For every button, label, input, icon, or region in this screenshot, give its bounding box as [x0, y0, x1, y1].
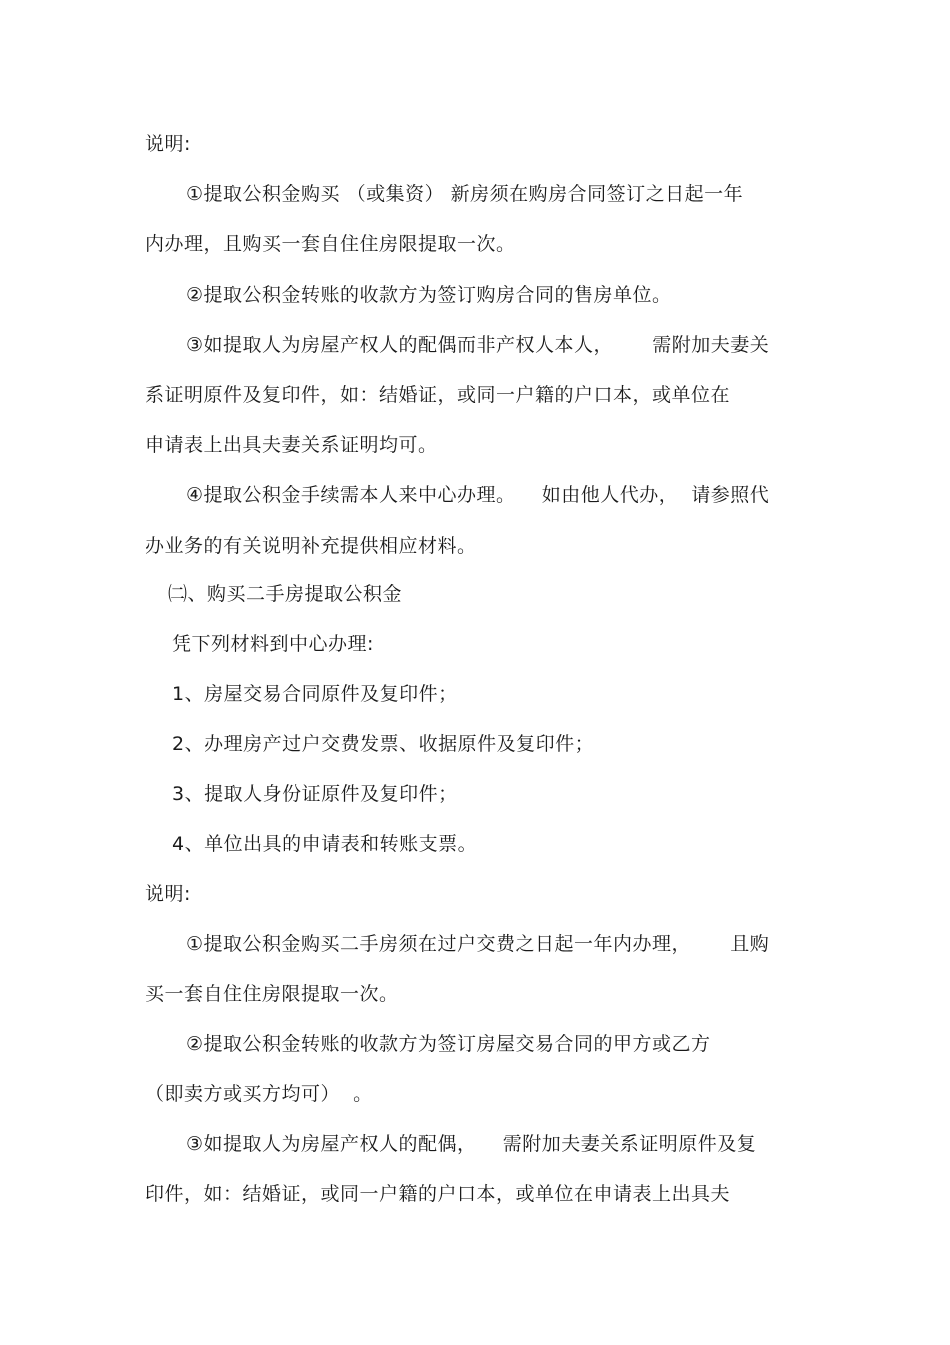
- note2-item-1-line-1: ①提取公积金购买二手房须在过户交费之日起一年内办理， 且购: [186, 933, 770, 955]
- material-item-1: 1、房屋交易合同原件及复印件；: [172, 683, 458, 705]
- note-item-4-line-1: ④提取公积金手续需本人来中心办理。 如由他人代办， 请参照代: [186, 484, 770, 506]
- note-item-4-line-2: 办业务的有关说明补充提供相应材料。: [145, 535, 477, 557]
- note2-item-1-line-2: 买一套自住住房限提取一次。: [145, 983, 399, 1005]
- note-item-1-line-1: ①提取公积金购买 （或集资） 新房须在购房合同签订之日起一年: [186, 183, 744, 205]
- note-heading-2: 说明:: [145, 883, 191, 905]
- note2-item-2-line-1: ②提取公积金转账的收款方为签订房屋交易合同的甲方或乙方: [186, 1033, 711, 1055]
- material-item-4: 4、单位出具的申请表和转账支票。: [172, 833, 478, 855]
- section-heading-secondhand: ㈡、购买二手房提取公积金: [168, 583, 403, 605]
- note-heading-1: 说明:: [145, 133, 191, 155]
- material-item-2: 2、办理房产过户交费发票、收据原件及复印件；: [172, 733, 595, 755]
- note2-item-2-line-2: （即卖方或买方均可） 。: [145, 1083, 373, 1105]
- note-item-3-line-2: 系证明原件及复印件，如：结婚证，或同一户籍的户口本，或单位在: [145, 384, 731, 406]
- note-item-3-line-3: 申请表上出具夫妻关系证明均可。: [145, 434, 438, 456]
- note2-item-3-line-1: ③如提取人为房屋产权人的配偶， 需附加夫妻关系证明原件及复: [186, 1133, 757, 1155]
- note2-item-3-line-2: 印件，如：结婚证，或同一户籍的户口本，或单位在申请表上出具夫: [145, 1183, 731, 1205]
- note-item-3-line-1: ③如提取人为房屋产权人的配偶而非产权人本人， 需附加夫妻关: [186, 334, 770, 356]
- materials-intro: 凭下列材料到中心办理:: [172, 633, 374, 655]
- note-item-1-line-2: 内办理，且购买一套自住住房限提取一次。: [145, 233, 516, 255]
- note-item-2-line-1: ②提取公积金转账的收款方为签订购房合同的售房单位。: [186, 284, 672, 306]
- material-item-3: 3、提取人身份证原件及复印件；: [172, 783, 458, 805]
